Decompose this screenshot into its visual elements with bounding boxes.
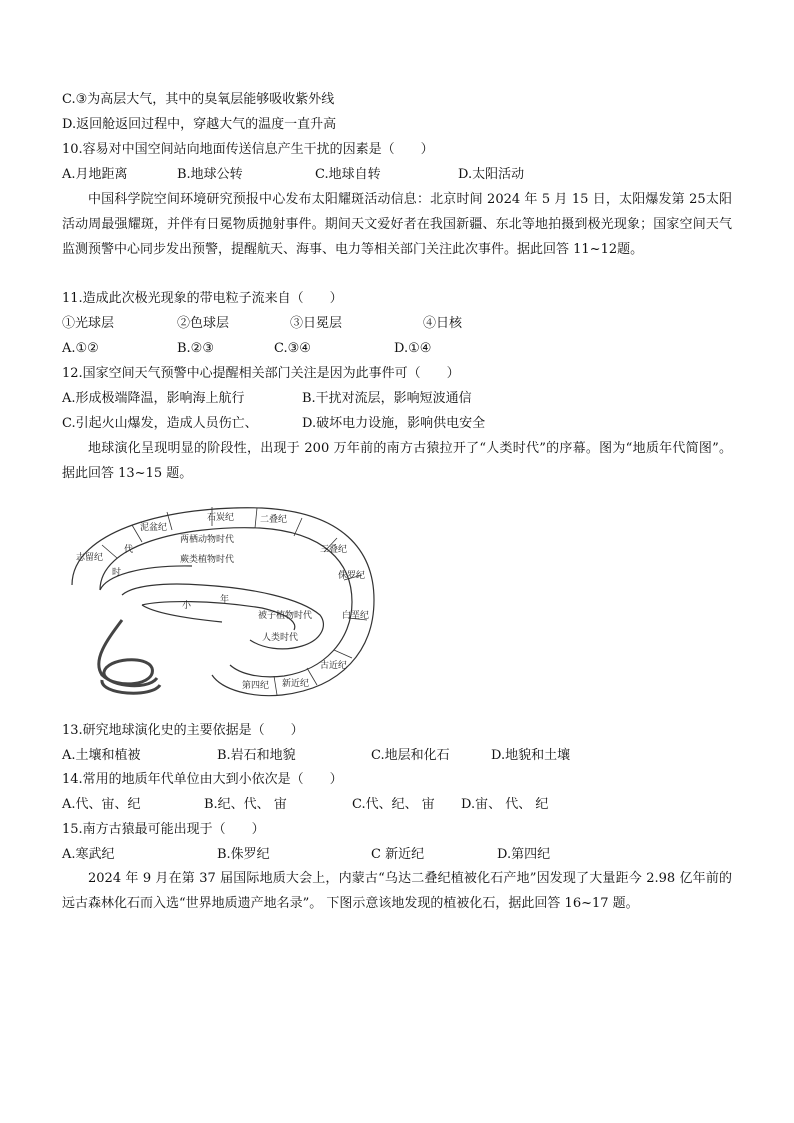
q13-option-d: D.地貌和土壤 xyxy=(491,748,571,763)
passage-line: 太阳活动周最强耀斑，并伴有日冕物质抛射事件。期间天文爱好者在我国新疆、东北等地拍摄到极光现象；国 xyxy=(62,192,732,232)
q10-stem: 10.容易对中国空间站向地面传送信息产生干扰的因素是（ ） xyxy=(62,142,434,157)
label-nian: 年 xyxy=(220,595,230,605)
label-silurian: 志留纪 xyxy=(76,553,104,563)
label-jurassic: 侏罗纪 xyxy=(338,571,366,581)
q12-option-d: D.破坏电力设施，影响供电安全 xyxy=(302,416,486,431)
q10-option-b: B.地球公转 xyxy=(177,167,243,182)
q11-stem: 11.造成此次极光现象的带电粒子流来自（ ） xyxy=(62,291,343,306)
q14-option-d: D.宙、 代、 纪 xyxy=(461,797,549,812)
q14-option-c: C.代、纪、 宙 xyxy=(352,797,435,812)
q10-option-c: C.地球自转 xyxy=(315,167,381,182)
q12-stem: 12.国家空间天气预警中心提醒相关部门关注是因为此事件可（ ） xyxy=(62,366,460,381)
label-fern-age: 蕨类植物时代 xyxy=(180,555,235,565)
q9-option-c: C.③为高层大气，其中的臭氧层能够吸收紫外线 xyxy=(62,92,335,107)
label-angiosperm-age: 被子植物时代 xyxy=(258,611,313,621)
q9-option-d: D.返回舱返回过程中，穿越大气的温度一直升高 xyxy=(62,117,337,132)
passage-solar-flare xyxy=(62,187,732,262)
label-xiao: 小 xyxy=(182,601,192,611)
label-shi: 时 xyxy=(112,568,122,578)
q11-option-b: B.②③ xyxy=(177,341,214,356)
passage-geologic-time xyxy=(62,436,732,486)
q13-option-a: A.土壤和植被 xyxy=(62,748,141,763)
label-dai: 代 xyxy=(124,545,134,555)
q14-stem: 14.常用的地质年代单位由大到小依次是（ ） xyxy=(62,772,343,787)
q15-option-a: A.寒武纪 xyxy=(62,847,115,862)
q11-choice-1: ①光球层 xyxy=(62,316,115,331)
q12-option-a: A.形成极端降温，影响海上航行 xyxy=(62,391,245,406)
q10-option-a: A.月地距离 xyxy=(62,167,128,182)
label-amphibian-age: 两栖动物时代 xyxy=(180,535,235,545)
passage-wuda-fossil xyxy=(62,866,732,916)
label-neogene: 新近纪 xyxy=(282,679,310,689)
passage-line: 家空间天气监测预警中心同步发出预警，提醒航天、海事、电力等相关部门关注此次事件。据此回答 11~12 xyxy=(62,217,732,257)
label-carboniferous: 石炭纪 xyxy=(207,513,235,523)
label-paleogene: 古近纪 xyxy=(320,661,348,671)
q14-option-a: A.代、宙、纪 xyxy=(62,797,141,812)
q15-option-c: C 新近纪 xyxy=(371,847,425,862)
passage-line: 代简图”。据此回答 13~15 题。 xyxy=(62,441,732,481)
geologic-time-spiral-diagram xyxy=(62,490,392,705)
q11-choice-4: ④日核 xyxy=(423,316,463,331)
q15-option-b: B.侏罗纪 xyxy=(217,847,270,862)
q11-choice-3: ③日冕层 xyxy=(290,316,343,331)
q11-option-c: C.③④ xyxy=(274,341,311,356)
passage-line: 2024 年 9 月在第 37 届国际地质大会上，内蒙古“乌达二叠纪植被化石产地”因发现了大量距今 2.98 亿 xyxy=(88,871,693,886)
label-human-age: 人类时代 xyxy=(262,633,299,643)
q12-option-c: C.引起火山爆发，造成人员伤亡、 xyxy=(62,416,258,431)
passage-line: 题。 xyxy=(617,242,644,257)
label-triassic: 三叠纪 xyxy=(320,545,348,555)
q13-option-b: B.岩石和地貌 xyxy=(217,748,296,763)
q15-stem: 15.南方古猿最可能出现于（ ） xyxy=(62,822,265,837)
passage-line: 中国科学院空间环境研究预报中心发布太阳耀斑活动信息：北京时间 2024 年 5 月 15 日，太阳爆发第 25 xyxy=(88,192,706,207)
label-devonian: 泥盆纪 xyxy=(140,523,168,533)
q11-option-a: A.①② xyxy=(62,341,99,356)
q15-option-d: D.第四纪 xyxy=(497,847,551,862)
q14-option-b: B.纪、代、 宙 xyxy=(204,797,287,812)
label-permian: 二叠纪 xyxy=(260,515,288,525)
q10-option-d: D.太阳活动 xyxy=(458,167,525,182)
label-cretaceous: 白垩纪 xyxy=(342,611,370,621)
passage-line: 地球演化呈现明显的阶段性，出现于 200 万年前的南方古猿拉开了“人类时代”的序幕。图为“地质年 xyxy=(88,441,673,456)
q13-option-c: C.地层和化石 xyxy=(371,748,450,763)
q13-stem: 13.研究地球演化史的主要依据是（ ） xyxy=(62,723,304,738)
q11-choice-2: ②色球层 xyxy=(177,316,230,331)
q11-option-d: D.①④ xyxy=(394,341,432,356)
q12-option-b: B.干扰对流层，影响短波通信 xyxy=(302,391,472,406)
passage-line: 年前的远古森林化石而入选“世界地质遗产地名录”。 下图示意该地发现的植被化石，据此回答 16~17 题。 xyxy=(62,871,732,911)
label-quaternary: 第四纪 xyxy=(242,681,270,691)
